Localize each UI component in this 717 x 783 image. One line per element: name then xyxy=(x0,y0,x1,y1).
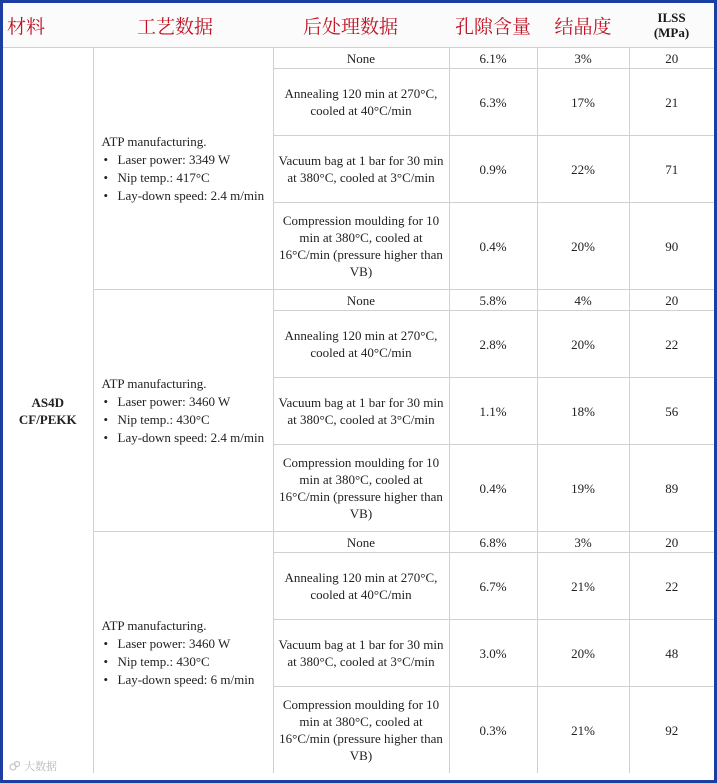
post-cell: Compression moulding for 10 min at 380°C, cooled at 16°C/min (pressure higher than VB) xyxy=(273,203,449,290)
ilss-cell: 20 xyxy=(629,48,714,69)
process-bullet: • Nip temp.: 430°C xyxy=(118,653,267,671)
header-porosity: 孔隙含量 xyxy=(449,3,537,48)
header-ilss-line1: ILSS xyxy=(657,10,686,25)
porosity-cell: 2.8% xyxy=(449,311,537,378)
header-row xyxy=(3,3,714,48)
ilss-cell: 22 xyxy=(629,311,714,378)
watermark-text: 大数据 xyxy=(24,760,57,773)
post-cell: None xyxy=(273,532,449,553)
crystallinity-cell: 19% xyxy=(537,445,629,532)
post-cell: Compression moulding for 10 min at 380°C, cooled at 16°C/min (pressure higher than VB) xyxy=(273,687,449,774)
table-body xyxy=(3,48,714,774)
crystallinity-cell: 17% xyxy=(537,69,629,136)
header-material: 材料 xyxy=(3,3,93,48)
ilss-cell: 22 xyxy=(629,553,714,620)
post-cell: Vacuum bag at 1 bar for 30 min at 380°C, cooled at 3°C/min xyxy=(273,378,449,445)
porosity-cell: 0.9% xyxy=(449,136,537,203)
process-bullet: • Nip temp.: 417°C xyxy=(118,169,267,187)
crystallinity-cell: 3% xyxy=(537,532,629,553)
crystallinity-cell: 4% xyxy=(537,290,629,311)
process-list xyxy=(102,635,267,689)
process-bullet: • Laser power: 3460 W xyxy=(118,635,267,653)
process-list xyxy=(102,151,267,205)
table-row xyxy=(3,290,714,311)
post-cell: Annealing 120 min at 270°C, cooled at 40°C/min xyxy=(273,311,449,378)
ilss-cell: 90 xyxy=(629,203,714,290)
crystallinity-cell: 21% xyxy=(537,553,629,620)
ilss-cell: 89 xyxy=(629,445,714,532)
header-post: 后处理数据 xyxy=(273,3,449,48)
process-title: ATP manufacturing. xyxy=(101,617,207,633)
crystallinity-cell: 22% xyxy=(537,136,629,203)
process-bullet: • Laser power: 3460 W xyxy=(118,393,267,411)
header-ilss-line2: (MPa) xyxy=(653,25,690,40)
post-cell: None xyxy=(273,48,449,69)
process-bullet: • Lay-down speed: 2.4 m/min xyxy=(118,187,267,205)
post-cell: Vacuum bag at 1 bar for 30 min at 380°C, cooled at 3°C/min xyxy=(273,620,449,687)
post-cell: None xyxy=(273,290,449,311)
material-line1: AS4D xyxy=(31,394,64,410)
porosity-cell: 6.3% xyxy=(449,69,537,136)
process-title: ATP manufacturing. xyxy=(101,375,207,391)
ilss-cell: 20 xyxy=(629,532,714,553)
crystallinity-cell: 3% xyxy=(537,48,629,69)
data-table xyxy=(3,3,714,773)
ilss-cell: 48 xyxy=(629,620,714,687)
ilss-cell: 92 xyxy=(629,687,714,774)
process-title: ATP manufacturing. xyxy=(101,133,207,149)
ilss-cell: 21 xyxy=(629,69,714,136)
table-row xyxy=(3,48,714,69)
crystallinity-cell: 20% xyxy=(537,203,629,290)
header-process: 工艺数据 xyxy=(93,3,273,48)
process-cell xyxy=(93,290,273,532)
watermark-logo-icon xyxy=(9,760,21,772)
material-line2: CF/PEKK xyxy=(18,411,77,427)
process-cell xyxy=(93,48,273,290)
ilss-cell: 71 xyxy=(629,136,714,203)
process-list xyxy=(102,393,267,447)
post-cell: Annealing 120 min at 270°C, cooled at 40°C/min xyxy=(273,69,449,136)
porosity-cell: 0.3% xyxy=(449,687,537,774)
porosity-cell: 6.1% xyxy=(449,48,537,69)
porosity-cell: 0.4% xyxy=(449,203,537,290)
process-bullet: • Laser power: 3349 W xyxy=(118,151,267,169)
porosity-cell: 6.7% xyxy=(449,553,537,620)
process-bullet: • Nip temp.: 430°C xyxy=(118,411,267,429)
process-cell xyxy=(93,532,273,774)
porosity-cell: 3.0% xyxy=(449,620,537,687)
post-cell: Annealing 120 min at 270°C, cooled at 40°C/min xyxy=(273,553,449,620)
post-cell: Compression moulding for 10 min at 380°C, cooled at 16°C/min (pressure higher than VB) xyxy=(273,445,449,532)
crystallinity-cell: 20% xyxy=(537,311,629,378)
porosity-cell: 1.1% xyxy=(449,378,537,445)
process-bullet: • Lay-down speed: 6 m/min xyxy=(118,671,267,689)
ilss-cell: 20 xyxy=(629,290,714,311)
ilss-cell: 56 xyxy=(629,378,714,445)
watermark xyxy=(9,758,57,774)
table-row xyxy=(3,532,714,553)
header-crystallinity: 结晶度 xyxy=(537,3,629,48)
porosity-cell: 5.8% xyxy=(449,290,537,311)
porosity-cell: 0.4% xyxy=(449,445,537,532)
material-cell xyxy=(3,48,93,774)
header-ilss xyxy=(629,3,714,48)
crystallinity-cell: 20% xyxy=(537,620,629,687)
process-bullet: • Lay-down speed: 2.4 m/min xyxy=(118,429,267,447)
porosity-cell: 6.8% xyxy=(449,532,537,553)
crystallinity-cell: 21% xyxy=(537,687,629,774)
post-cell: Vacuum bag at 1 bar for 30 min at 380°C, cooled at 3°C/min xyxy=(273,136,449,203)
crystallinity-cell: 18% xyxy=(537,378,629,445)
